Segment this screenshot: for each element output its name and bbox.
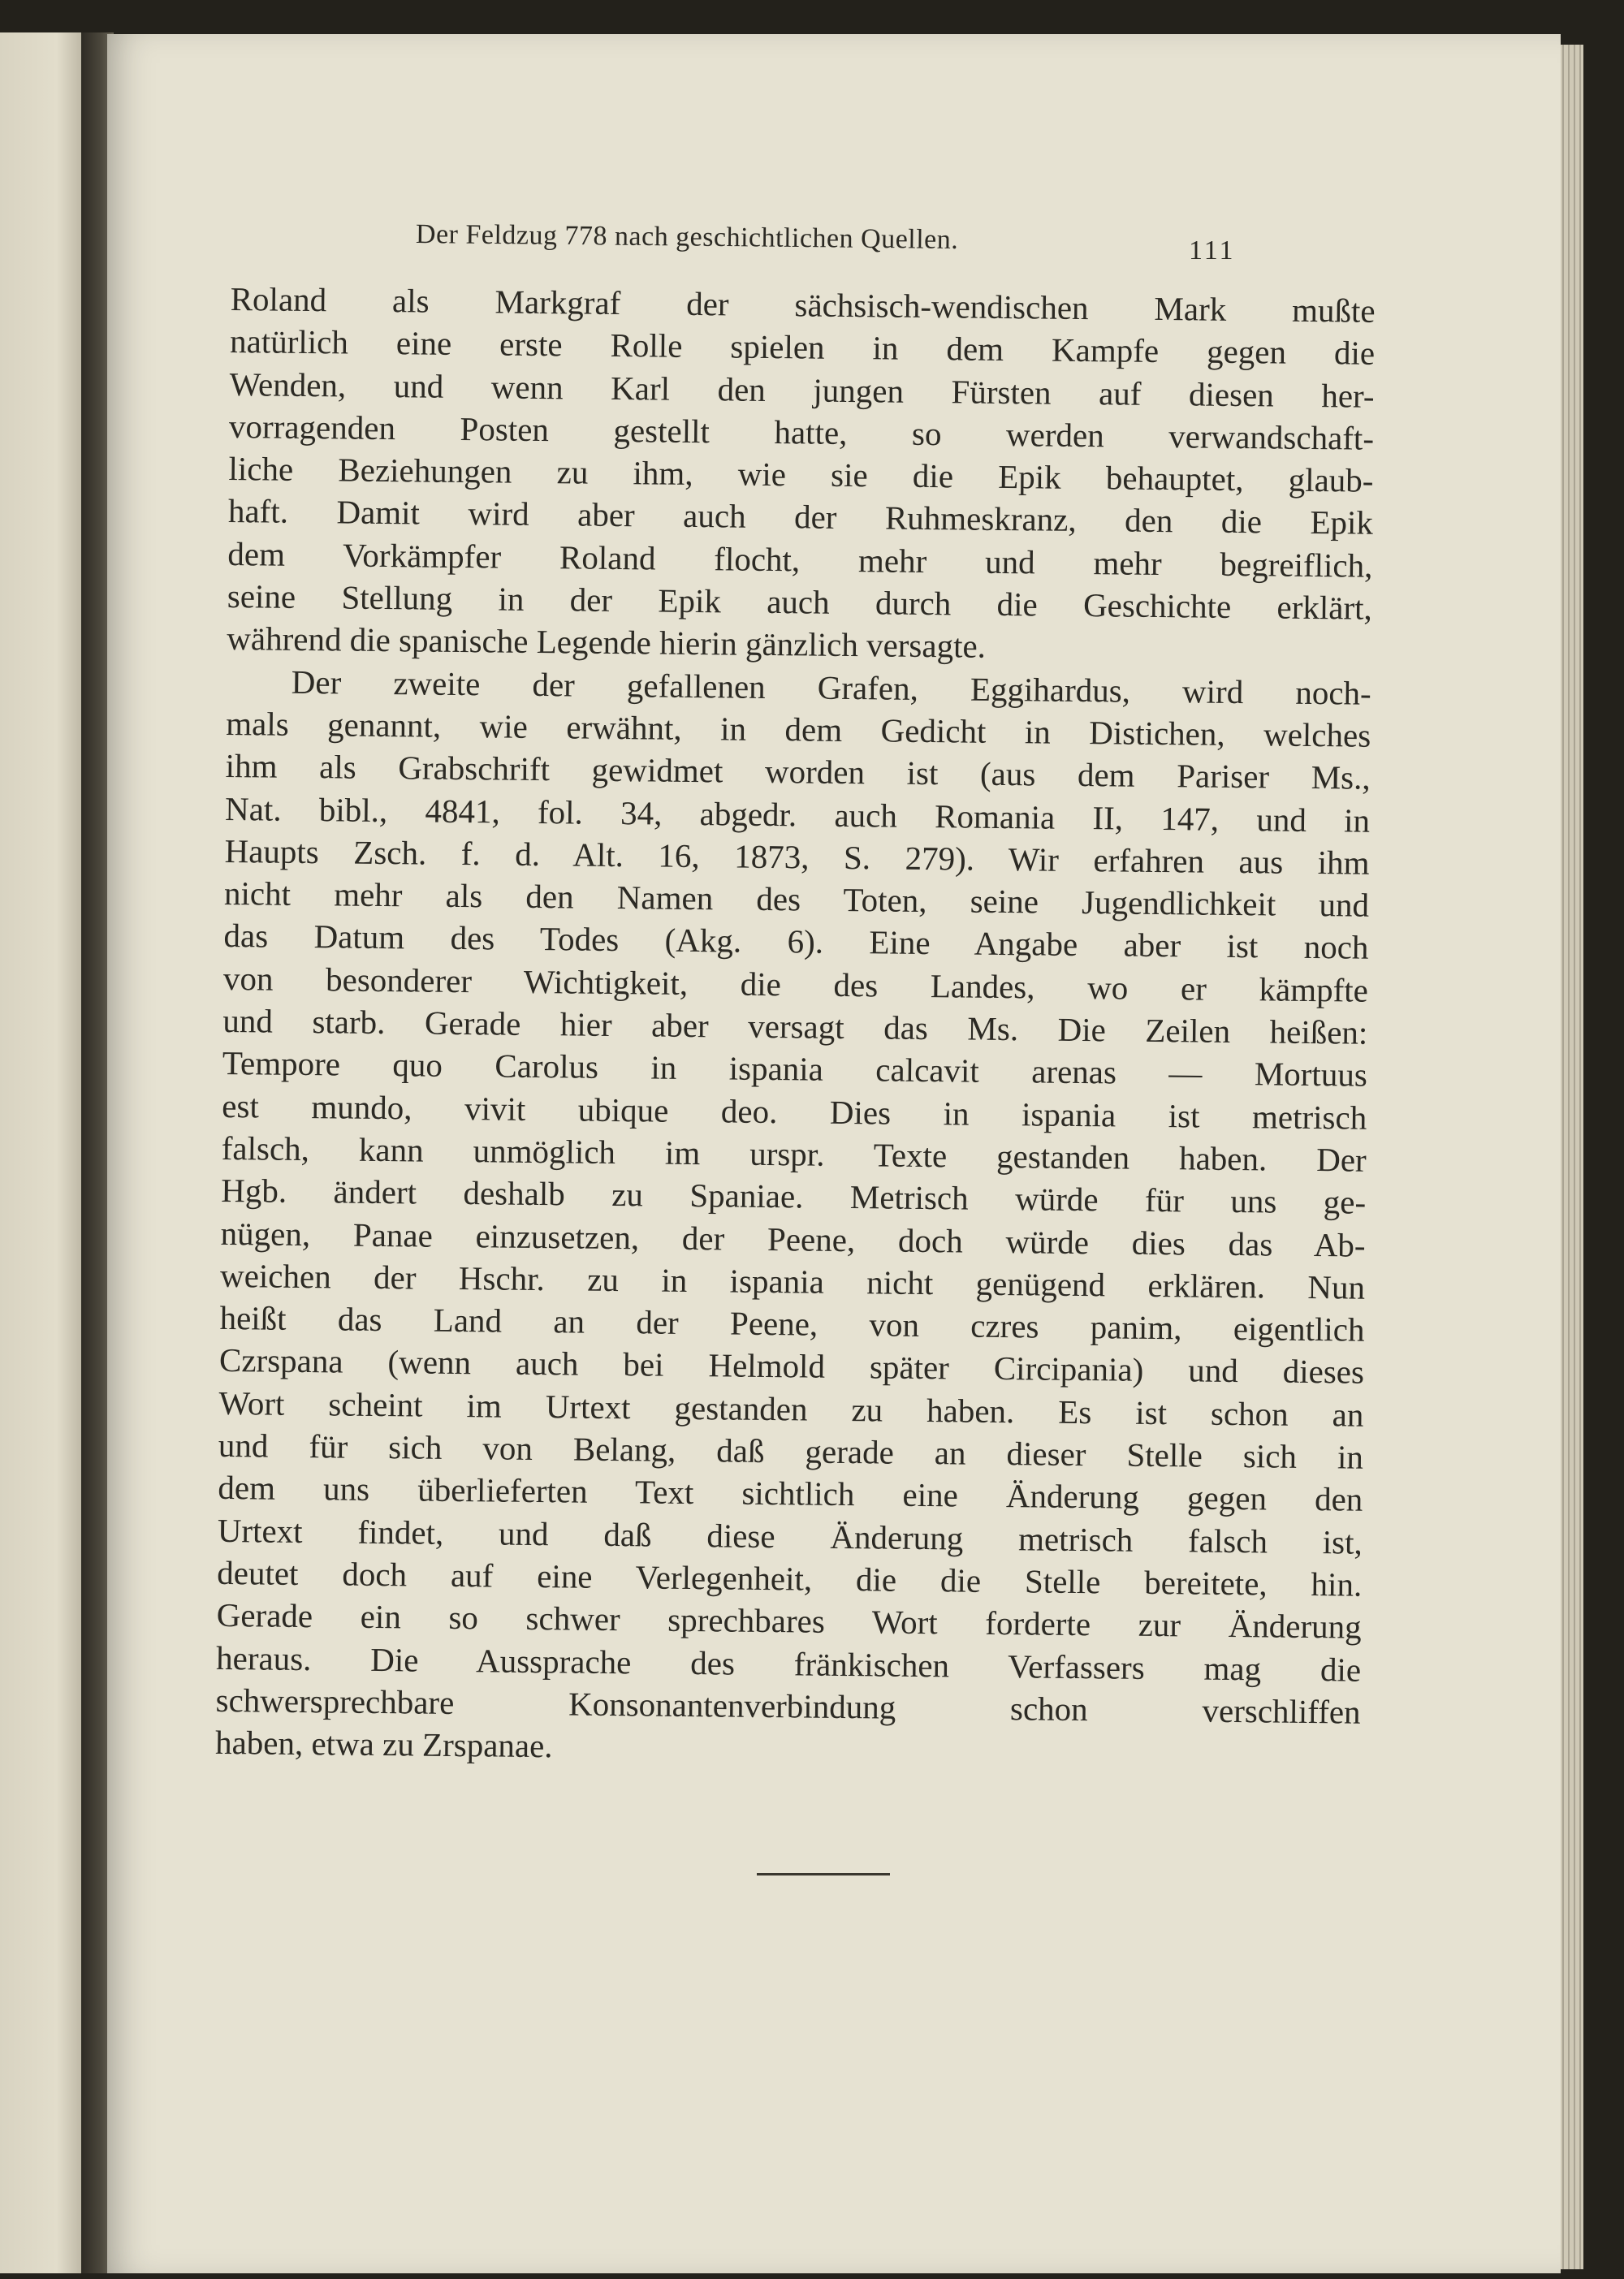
text-line: und für sich von Belang, daß gerade an dieser Stelle sich in: [218, 1426, 1364, 1476]
text-line: Tempore quo Carolus in ispania calcavit arenas — Mortuus: [222, 1044, 1368, 1094]
page-number: 111: [1189, 235, 1236, 265]
text-line: heißt das Land an der Peene, von czres panim, eigentlich: [219, 1299, 1365, 1349]
text-line: est mundo, vivit ubique deo. Dies in ispania ist metrisch: [222, 1086, 1367, 1137]
text-line: Urtext findet, und daß diese Änderung metrisch falsch ist,: [217, 1511, 1363, 1561]
text-line: das Datum des Todes (Akg. 6). Eine Angabe aber ist noch: [223, 917, 1369, 967]
text-line: nügen, Panae einzusetzen, der Peene, doch würde dies das Ab-: [220, 1214, 1366, 1264]
text-line: Wenden, und wenn Karl den jungen Fürsten auf diesen her-: [229, 365, 1375, 415]
text-line: dem uns überlieferten Text sichtlich eine Änderung gegen den: [218, 1469, 1363, 1518]
text-line: Haupts Zsch. f. d. Alt. 16, 1873, S. 279). Wir erfahren aus ihm: [224, 831, 1370, 882]
running-head: Der Feldzug 778 nach geschichtlichen Quellen.: [415, 219, 959, 255]
text-line: während die spanische Legende hierin gänzlich versagte.: [227, 619, 987, 666]
text-line: haft. Damit wird aber auch der Ruhmeskranz, den die Epik: [227, 492, 1374, 542]
facing-page-edge: [0, 32, 81, 2273]
text-line: Der zweite der gefallenen Grafen, Eggihardus, wird noch-: [291, 663, 1371, 712]
text-line: deutet doch auf eine Verlegenheit, die die Stelle bereitete, hin.: [217, 1553, 1363, 1604]
text-line: Nat. bibl., 4841, fol. 34, abgedr. auch Romania II, 147, und in: [224, 789, 1371, 840]
text-line: von besonderer Wichtigkeit, die des Landes, wo er kämpfte: [222, 959, 1369, 1009]
text-line: nicht mehr als den Namen des Toten, seine Jugendlichkeit und: [223, 874, 1370, 924]
text-line: falsch, kann unmöglich im urspr. Texte gestanden haben. Der: [221, 1129, 1367, 1179]
body-text: [215, 278, 1376, 1776]
text-line: vorragenden Posten gestellt hatte, so werden verwandschaft-: [228, 407, 1375, 457]
text-line: ihm als Grabschrift gewidmet worden ist (aus dem Pariser Ms.,: [225, 747, 1371, 796]
text-line: dem Vorkämpfer Roland flocht, mehr und mehr begreiflich,: [227, 534, 1373, 585]
text-line: seine Stellung in der Epik auch durch die Geschichte erklärt,: [227, 577, 1373, 627]
book-page: [107, 34, 1561, 2273]
text-line: und starb. Gerade hier aber versagt das Ms. Die Zeilen heißen:: [222, 1001, 1368, 1051]
text-line: weichen der Hschr. zu in ispania nicht genügend erklären. Nun: [219, 1256, 1366, 1306]
text-line: Wort scheint im Urtext gestanden zu haben. Es ist schon an: [218, 1383, 1364, 1434]
text-line: liche Beziehungen zu ihm, wie sie die Epik behauptet, glaub-: [228, 450, 1374, 499]
text-line: Gerade ein so schwer sprechbares Wort forderte zur Änderung: [216, 1596, 1362, 1646]
text-line: Czrspana (wenn auch bei Helmold später Circipania) und dieses: [218, 1341, 1365, 1392]
text-line: natürlich eine erste Rolle spielen in dem Kampfe gegen die: [229, 322, 1376, 373]
text-line: heraus. Die Aussprache des fränkischen Verfassers mag die: [215, 1638, 1362, 1689]
text-line: Roland als Markgraf der sächsisch-wendischen Mark mußte: [230, 279, 1376, 330]
text-line: mals genannt, wie erwähnt, in dem Gedicht in Distichen, welches: [226, 704, 1371, 754]
text-line: schwersprechbare Konsonantenverbindung schon verschliffen: [215, 1681, 1361, 1731]
text-line: Hgb. ändert deshalb zu Spaniae. Metrisch würde für uns ge-: [220, 1172, 1367, 1221]
text-line: haben, etwa zu Zrspanae.: [214, 1723, 553, 1765]
section-end-rule: [757, 1873, 890, 1875]
